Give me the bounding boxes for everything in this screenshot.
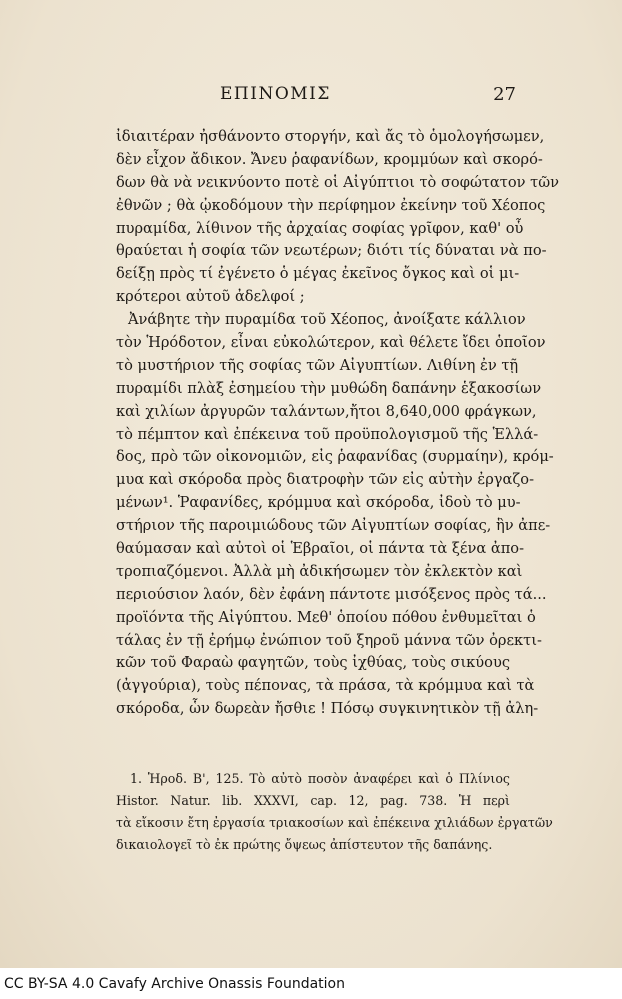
text-line: κῶν τοῦ Φαραὼ φαγητῶν, τοὺς ἰχθύας, τοὺς σικύους xyxy=(116,654,510,672)
text-line: τροπιαζόμενοι. Ἀλλὰ μὴ ἀδικήσωμεν τὸν ἐκλεκτὸν καὶ xyxy=(116,562,523,580)
text-line: τὸν Ἡρόδοτον, εἶναι εὐκολώτερον, καὶ θέλετε ἴδει ὁποῖον xyxy=(116,334,546,352)
text-line: Ἀνάβητε τὴν πυραμίδα τοῦ Χέοπος, ἀνοίξατε κάλλιον xyxy=(128,311,526,329)
text-line: δος, πρὸ τῶν οἰκονομιῶν, εἰς ῥαφανίδας (συρμαίην), κρόμ- xyxy=(116,448,554,466)
text-line: στήριον τῆς παροιμιώδους τῶν Αἰγυπτίων σοφίας, ἣν ἀπε- xyxy=(116,517,551,535)
text-line: τὸ πέμπτον καὶ ἐπέκεινα τοῦ προϋπολογισμοῦ τῆς Ἑλλά- xyxy=(116,425,539,443)
text-line: καὶ χιλίων ἀργυρῶν ταλάντων,ἤτοι 8,640,000 φράγκων, xyxy=(116,402,537,420)
text-line: μυα καὶ σκόροδα πρὸς διατροφὴν τῶν εἰς αὐτὴν ἐργαζο- xyxy=(116,471,534,489)
footnote-line: τὰ εἴκοσιν ἔτη ἐργασία τριακοσίων καὶ ἐπέκεινα χιλιάδων ἐργατῶν xyxy=(116,815,553,830)
text-line: κρότεροι αὐτοῦ ἀδελφοί ; xyxy=(116,288,305,306)
license-caption-bar xyxy=(0,968,622,999)
footnotes xyxy=(116,768,553,856)
text-line: προϊόντα τῆς Αἰγύπτου. Μεθ' ὁποίου πόθου ἐνθυμεῖται ὁ xyxy=(116,608,536,626)
text-line: σκόροδα, ὧν δωρεὰν ἤσθιε ! Πόσῳ συγκινητικὸν τῇ ἀλη- xyxy=(116,700,539,718)
text-line: μένων¹. Ῥαφανίδες, κρόμμυα καὶ σκόροδα, ἰδοὺ τὸ μυ- xyxy=(116,494,521,512)
text-line: τάλας ἐν τῇ ἐρήμῳ ἐνώπιον τοῦ ξηροῦ μάννα τῶν ὀρεκτι- xyxy=(116,631,542,649)
text-line: πυραμίδα, λίθινον τῆς ἀρχαίας σοφίας γρῖφον, καθ' οὗ xyxy=(116,219,524,237)
text-line: δὲν εἶχον ἄδικον. Ἄνευ ῥαφανίδων, κρομμύων καὶ σκορό- xyxy=(116,150,543,168)
license-caption: CC BY-SA 4.0 Cavafy Archive Onassis Foundation xyxy=(4,976,345,992)
text-line: θραύεται ἡ σοφία τῶν νεωτέρων; διότι τίς δύναται νὰ πο- xyxy=(116,242,547,260)
text-line: τὸ μυστήριον τῆς σοφίας τῶν Αἰγυπτίων. Λιθίνη ἐν τῇ xyxy=(116,356,519,374)
body-text xyxy=(116,126,559,721)
footnote-line: δικαιολογεῖ τὸ ἐκ πρώτης ὄψεως ἀπίστευτον τῆς δαπάνης. xyxy=(116,837,493,852)
text-line: δείξῃ πρὸς τί ἐγένετο ὁ μέγας ἐκεῖνος ὄγκος καὶ οἱ μι- xyxy=(116,265,520,283)
text-line: ἐθνῶν ; θὰ ᾠκοδόμουν τὴν περίφημον ἐκείνην τοῦ Χέοπος xyxy=(116,196,546,214)
page-number: 27 xyxy=(493,84,516,105)
footnote-line: Histor. Natur. lib. XXXVI, cap. 12, pag. 738. Ἡ περὶ xyxy=(116,793,510,808)
running-title: ΕΠΙΝΟΜΙΣ xyxy=(220,84,331,104)
text-line: ἰδιαιτέραν ἠσθάνοντο στοργήν, καὶ ἄς τὸ ὁμολογήσωμεν, xyxy=(116,128,545,145)
text-line: πυραμίδι πλὰξ ἐσημείου τὴν μυθώδη δαπάνην ἑξακοσίων xyxy=(116,379,542,397)
footnote-line: 1. Ἡροδ. Β', 125. Τὸ αὐτὸ ποσὸν ἀναφέρει καὶ ὁ Πλίνιος xyxy=(130,771,510,786)
text-line: θαύμασαν καὶ αὐτοὶ οἱ Ἑβραῖοι, οἱ πάντα τὰ ξένα ἀπο- xyxy=(116,540,524,558)
text-line: περιούσιον λαόν, δὲν ἐφάνη πάντοτε μισόξενος πρὸς τά... xyxy=(116,585,547,603)
text-line: (ἀγγούρια), τοὺς πέπονας, τὰ πράσα, τὰ κρόμμυα καὶ τὰ xyxy=(116,677,535,695)
text-line: δων θὰ νὰ νεικνύοντο ποτὲ οἱ Αἰγύπτιοι τὸ σοφώτατον τῶν xyxy=(116,173,559,191)
page-header xyxy=(0,84,622,108)
